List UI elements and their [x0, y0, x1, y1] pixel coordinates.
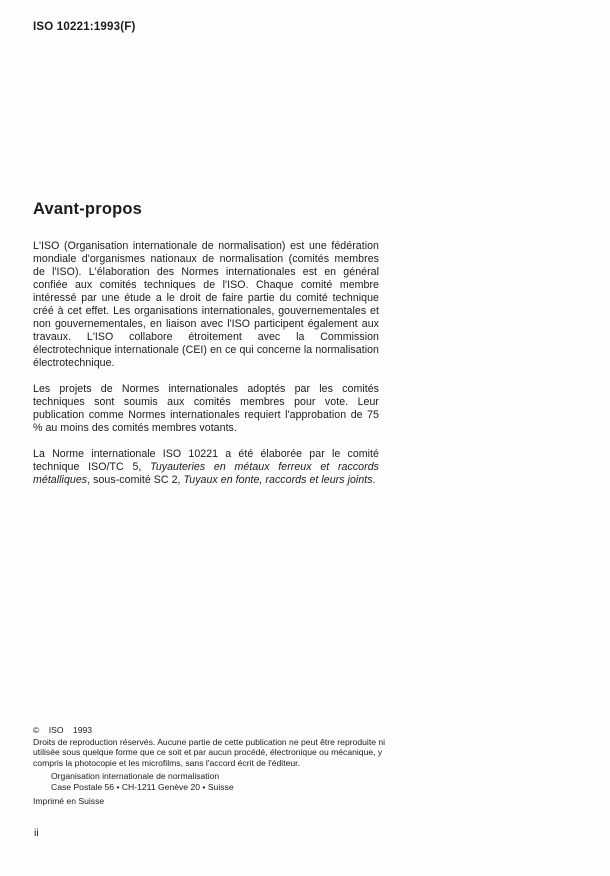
- page-number: ii: [34, 827, 39, 839]
- foreword-paragraph-2: Les projets de Normes internationales adoptés par les comités techniques sont soumis aux comités membres pour vote. Leur publication comme Normes internationales requiert l'approbation de 75 % au moins des comités membres votants.: [33, 383, 379, 434]
- publisher-name: Organisation internationale de normalisation: [51, 771, 220, 781]
- document-reference: ISO 10221:1993(F): [33, 21, 136, 33]
- copyright-footer: [33, 725, 395, 807]
- rights-notice: Droits de reproduction réservés. Aucune partie de cette publication ne peut être reproduite ni utilisée sous quelque forme que ce soit et par aucun procédé, électronique ou mécanique, y compris la photocopie et les microfilms, sans l'accord écrit de l'éditeur.: [33, 736, 386, 768]
- foreword-paragraph-1: L'ISO (Organisation internationale de normalisation) est une fédération mondiale d'organismes nationaux de normalisation (comités membres de l'ISO). L'élaboration des Normes internationales est en général confiée aux comités techniques de l'ISO. Chaque comité membre intéressé par une étude a le droit de faire partie du comité technique créé à cet effet. Les organisations internationales, gouvernementales et non gouvernementales, en liaison avec l'ISO participent également aux travaux. L'ISO collabore étroitement avec la Commission électrotechnique internationale (CEI) en ce qui concerne la normalisation électrotechnique.: [33, 240, 379, 369]
- copyright-line: © ISO 1993: [33, 725, 93, 735]
- printed-in-note: Imprimé en Suisse: [33, 796, 105, 806]
- foreword-body: [33, 240, 379, 500]
- foreword-paragraph-3: La Norme internationale ISO 10221 a été élaborée par le comité technique ISO/TC 5, Tuyauteries en métaux ferreux et raccords métalliques, sous-comité SC 2, Tuyaux en fonte, raccords et leurs joints.: [33, 448, 379, 486]
- publisher-address-block: [51, 771, 395, 792]
- foreword-title: Avant-propos: [33, 200, 143, 218]
- publisher-address: Case Postale 56 • CH-1211 Genève 20 • Suisse: [51, 781, 234, 792]
